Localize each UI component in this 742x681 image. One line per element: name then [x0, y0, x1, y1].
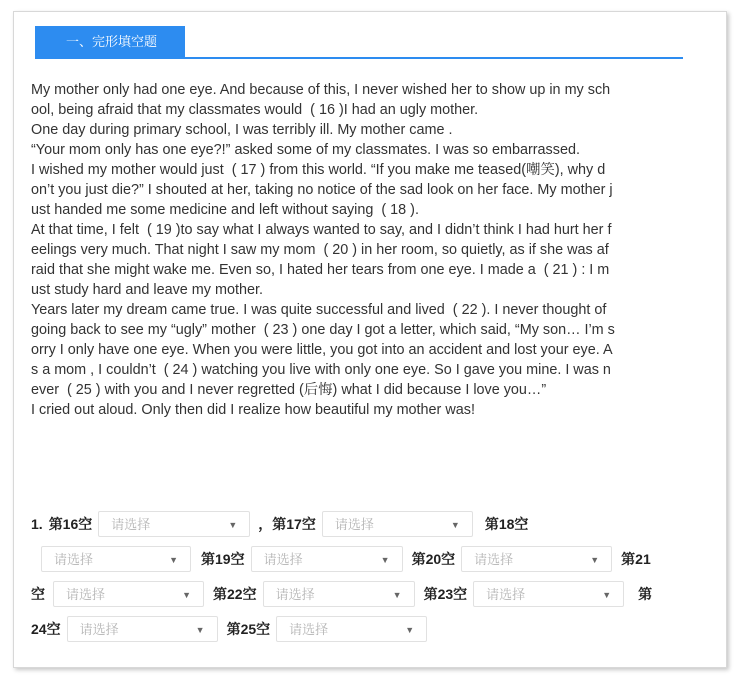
passage-line: eelings very much. That night I saw my mom ( 20 ) in her room, so quietly, as if she was af: [31, 242, 609, 258]
caret-down-icon: ▼: [590, 555, 600, 565]
caret-down-icon: ▼: [602, 590, 612, 600]
caret-down-icon: ▼: [405, 625, 415, 635]
blank-25-select[interactable]: [276, 616, 427, 642]
answer-row-4: [31, 616, 427, 642]
blank-24-label-end: 24空: [31, 621, 61, 637]
blank-19-label: 第19空: [201, 551, 245, 567]
caret-down-icon: ▼: [392, 590, 402, 600]
passage-line: orry I only have one eye. When you were little, you got into an accident and lost your eye. A: [31, 342, 613, 358]
select-placeholder: 请选择: [486, 587, 526, 602]
passage-line: ust study hard and leave my mother.: [31, 282, 263, 298]
select-placeholder: 请选择: [275, 587, 315, 602]
passage-line: At that time, I felt ( 19 )to say what I always wanted to say, and I didn’t think I had hurt her f: [31, 222, 612, 238]
select-placeholder: 请选择: [111, 517, 151, 532]
passage-line: I wished my mother would just ( 17 ) from this world. “If you make me teased(嘲笑), why d: [31, 162, 606, 178]
passage-line: ust handed me some medicine and left without saying ( 18 ).: [31, 202, 419, 218]
blank-21-label-start: 第21: [621, 551, 651, 567]
blank-20-label: 第20空: [411, 551, 456, 567]
select-placeholder: 请选择: [334, 517, 374, 532]
blank-24-select[interactable]: [67, 616, 218, 642]
separator-comma: ，: [258, 516, 273, 532]
blank-16-select[interactable]: [98, 511, 250, 537]
caret-down-icon: ▼: [228, 520, 238, 530]
select-placeholder: 请选择: [289, 622, 329, 637]
select-placeholder: 请选择: [66, 587, 106, 602]
section-tab: 一、完形填空题: [35, 26, 185, 57]
select-placeholder: 请选择: [474, 552, 514, 567]
passage-line: “Your mom only has one eye?!” asked some of my classmates. I was so embarrassed.: [31, 142, 580, 158]
answer-row-1: [31, 511, 528, 537]
blank-20-select[interactable]: [461, 546, 612, 572]
blank-24-label-start: 第: [638, 586, 653, 602]
passage-line: on’t you just die?” I shouted at her, taking no notice of the sad look on her face. My mother j: [31, 182, 613, 198]
blank-21-label-end: 空: [31, 586, 45, 602]
blank-17-select[interactable]: [322, 511, 473, 537]
caret-down-icon: ▼: [380, 555, 390, 565]
passage-line: going back to see my “ugly” mother ( 23 ) one day I got a letter, which said, “My son… I’m s: [31, 322, 615, 338]
blank-18-label: 第18空: [484, 516, 529, 532]
blank-21-select[interactable]: [53, 581, 204, 607]
select-placeholder: 请选择: [263, 552, 303, 567]
caret-down-icon: ▼: [450, 520, 460, 530]
passage-line: One day during primary school, I was terribly ill. My mother came .: [31, 122, 453, 138]
blank-22-select[interactable]: [263, 581, 415, 607]
question-card: [13, 11, 727, 668]
passage-line: My mother only had one eye. And because of this, I never wished her to show up in my sch: [31, 82, 611, 98]
passage-line: s a mom , I couldn’t ( 24 ) watching you live with only one eye. So I gave you mine. I was n: [31, 362, 611, 378]
passage-text: [31, 80, 691, 420]
blank-22-label: 第22空: [213, 586, 257, 602]
caret-down-icon: ▼: [195, 625, 205, 635]
caret-down-icon: ▼: [182, 590, 191, 600]
passage-line: ool, being afraid that my classmates would ( 16 )I had an ugly mother.: [31, 102, 479, 118]
select-placeholder: 请选择: [54, 552, 94, 567]
blank-23-select[interactable]: [473, 581, 624, 607]
passage-line: I cried out aloud. Only then did I realize how beautiful my mother was!: [31, 402, 475, 418]
blank-25-label: 第25空: [226, 621, 271, 637]
passage-line: raid that she might wake me. Even so, I hated her tears from one eye. I made a ( 21 ) : I m: [31, 262, 610, 278]
passage-line: ever ( 25 ) with you and I never regretted (后悔) what I did because I love you…”: [31, 382, 547, 398]
answer-row-3: [31, 581, 652, 607]
question-number: 1.: [31, 516, 43, 532]
answer-row-2: [41, 546, 651, 572]
blank-16-label: 第16空: [48, 516, 93, 532]
caret-down-icon: ▼: [169, 555, 178, 565]
blank-18-select[interactable]: [41, 546, 191, 572]
blank-17-label: 第17空: [272, 516, 316, 532]
section-header: [35, 26, 683, 59]
blank-19-select[interactable]: [251, 546, 403, 572]
select-placeholder: 请选择: [79, 622, 119, 637]
passage-line: Years later my dream came true. I was quite successful and lived ( 22 ). I never thought of: [31, 302, 607, 318]
blank-23-label: 第23空: [423, 586, 468, 602]
